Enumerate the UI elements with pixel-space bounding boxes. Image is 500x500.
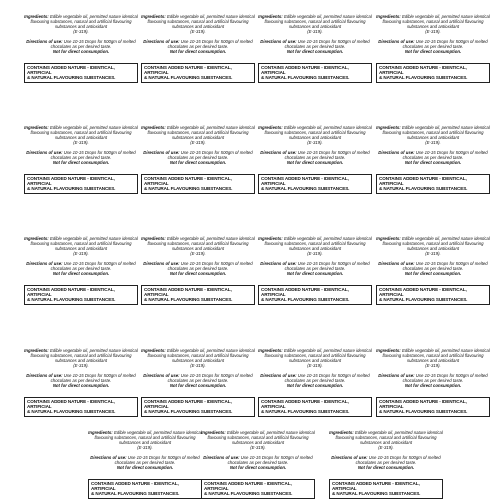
flavouring-warning-box [376,63,490,83]
ingredients-paragraph [374,125,492,140]
flavouring-warning-box [201,479,315,499]
warning-line-1: CONTAINS ADDED NATURE - IDENTICAL, ARTIFICIAL [144,176,232,187]
directions-heading: Directions of use: [378,261,415,266]
ingredients-heading: Ingredients: [258,348,283,353]
not-for-direct-consumption: Not for direct consumption. [52,49,110,54]
flavouring-warning-box [258,63,372,83]
ingredients-paragraph [22,236,140,251]
warning-line-2: & NATURAL FLAVOURING SUBSTANCES. [144,409,233,415]
flavouring-warning-box [141,285,255,305]
ingredients-paragraph [139,236,257,251]
ingredients-paragraph [139,348,257,363]
warning-line-2: & NATURAL FLAVOURING SUBSTANCES. [27,409,116,415]
ingredients-paragraph [374,14,492,29]
directions-text: Use 10-15 Drops for 500gm of melted chocolates as per desired taste. [50,39,136,49]
flavouring-warning-box [24,285,138,305]
ingredients-paragraph [256,236,374,251]
directions-heading: Directions of use: [260,261,297,266]
directions-paragraph [139,261,257,271]
flavouring-warning-box [376,285,490,305]
flavouring-warning-box [88,479,202,499]
directions-paragraph [374,261,492,271]
directions-paragraph [22,261,140,271]
directions-paragraph [374,373,492,383]
ingredients-heading: Ingredients: [258,125,283,130]
product-label [139,125,257,191]
warning-line-2: & NATURAL FLAVOURING SUBSTANCES. [379,186,468,192]
directions-heading: Directions of use: [331,455,368,460]
ingredients-heading: Ingredients: [24,14,49,19]
ingredients-text: Edible vegetable oil, permitted nature identical flavouring substances, natural and artificial flavouring substances and antioxidant [147,348,255,363]
warning-line-1: CONTAINS ADDED NATURE - IDENTICAL, ARTIFICIAL [379,65,467,76]
additive-code: (E-319). [73,251,89,256]
product-label [86,430,204,496]
additive-code: (E-319). [190,140,206,145]
directions-text: Use 10-15 Drops for 500gm of melted chocolates as per desired taste. [284,39,370,49]
directions-paragraph [256,261,374,271]
additive-code: (E-319). [250,445,266,450]
flavouring-warning-box [24,63,138,83]
warning-line-1: CONTAINS ADDED NATURE - IDENTICAL, ARTIFICIAL [27,399,115,410]
directions-paragraph [256,373,374,383]
product-label [199,430,317,496]
additive-code: (E-319). [425,140,441,145]
not-for-direct-consumption: Not for direct consumption. [116,465,174,470]
warning-line-2: & NATURAL FLAVOURING SUBSTANCES. [204,491,293,497]
ingredients-paragraph [139,125,257,140]
flavouring-warning-box [258,397,372,417]
ingredients-paragraph [139,14,257,29]
ingredients-heading: Ingredients: [258,236,283,241]
warning-line-1: CONTAINS ADDED NATURE - IDENTICAL, ARTIFICIAL [261,399,349,410]
ingredients-text: Edible vegetable oil, permitted nature identical flavouring substances, natural and artificial flavouring substances and antioxidant [94,430,202,445]
additive-code: (E-319). [425,363,441,368]
product-label [139,236,257,302]
not-for-direct-consumption: Not for direct consumption. [286,271,344,276]
ingredients-text: Edible vegetable oil, permitted nature identical flavouring substances, natural and artificial flavouring substances and antioxidant [147,236,255,251]
ingredients-text: Edible vegetable oil, permitted nature identical flavouring substances, natural and artificial flavouring substances and antioxidant [264,236,372,251]
product-label [256,125,374,191]
warning-line-2: & NATURAL FLAVOURING SUBSTANCES. [144,186,233,192]
not-for-direct-consumption: Not for direct consumption. [229,465,287,470]
ingredients-text: Edible vegetable oil, permitted nature identical flavouring substances, natural and artificial flavouring substances and antioxidant [382,14,490,29]
product-label [256,236,374,302]
directions-heading: Directions of use: [378,373,415,378]
not-for-direct-consumption: Not for direct consumption. [357,465,415,470]
not-for-direct-consumption: Not for direct consumption. [169,160,227,165]
flavouring-warning-box [329,479,443,499]
warning-line-2: & NATURAL FLAVOURING SUBSTANCES. [144,297,233,303]
directions-heading: Directions of use: [143,39,180,44]
directions-text: Use 10-15 Drops for 500gm of melted chocolates as per desired taste. [167,150,253,160]
ingredients-text: Edible vegetable oil, permitted nature identical flavouring substances, natural and artificial flavouring substances and antioxidant [264,125,372,140]
warning-line-1: CONTAINS ADDED NATURE - IDENTICAL, ARTIFICIAL [27,287,115,298]
ingredients-heading: Ingredients: [24,125,49,130]
ingredients-paragraph [22,348,140,363]
ingredients-text: Edible vegetable oil, permitted nature identical flavouring substances, natural and artificial flavouring substances and antioxidant [335,430,443,445]
directions-paragraph [256,39,374,49]
flavouring-warning-box [258,285,372,305]
warning-line-2: & NATURAL FLAVOURING SUBSTANCES. [261,186,350,192]
directions-paragraph [139,39,257,49]
ingredients-heading: Ingredients: [141,236,166,241]
ingredients-heading: Ingredients: [376,125,401,130]
directions-text: Use 10-15 Drops for 500gm of melted chocolates as per desired taste. [402,150,488,160]
directions-heading: Directions of use: [260,39,297,44]
not-for-direct-consumption: Not for direct consumption. [52,271,110,276]
directions-text: Use 10-15 Drops for 500gm of melted chocolates as per desired taste. [284,150,370,160]
ingredients-text: Edible vegetable oil, permitted nature identical flavouring substances, natural and artificial flavouring substances and antioxidant [382,348,490,363]
flavouring-warning-box [258,174,372,194]
product-label [256,14,374,80]
not-for-direct-consumption: Not for direct consumption. [404,383,462,388]
additive-code: (E-319). [190,363,206,368]
directions-paragraph [139,150,257,160]
warning-line-2: & NATURAL FLAVOURING SUBSTANCES. [261,297,350,303]
warning-line-1: CONTAINS ADDED NATURE - IDENTICAL, ARTIFICIAL [332,481,420,492]
additive-code: (E-319). [73,140,89,145]
directions-heading: Directions of use: [26,261,63,266]
ingredients-heading: Ingredients: [88,430,113,435]
warning-line-2: & NATURAL FLAVOURING SUBSTANCES. [379,297,468,303]
product-label [327,430,445,496]
product-label [139,14,257,80]
product-label [22,125,140,191]
ingredients-paragraph [327,430,445,445]
additive-code: (E-319). [73,29,89,34]
product-label [22,348,140,414]
ingredients-paragraph [22,14,140,29]
not-for-direct-consumption: Not for direct consumption. [52,160,110,165]
directions-text: Use 10-15 Drops for 500gm of melted chocolates as per desired taste. [402,261,488,271]
directions-text: Use 10-15 Drops for 500gm of melted chocolates as per desired taste. [167,39,253,49]
directions-text: Use 10-15 Drops for 500gm of melted chocolates as per desired taste. [50,373,136,383]
product-label [22,236,140,302]
directions-text: Use 10-15 Drops for 500gm of melted chocolates as per desired taste. [50,150,136,160]
ingredients-text: Edible vegetable oil, permitted nature identical flavouring substances, natural and artificial flavouring substances and antioxidant [30,348,138,363]
warning-line-1: CONTAINS ADDED NATURE - IDENTICAL, ARTIFICIAL [204,481,292,492]
directions-paragraph [374,39,492,49]
product-label [139,348,257,414]
product-label [256,348,374,414]
directions-heading: Directions of use: [378,150,415,155]
ingredients-text: Edible vegetable oil, permitted nature identical flavouring substances, natural and artificial flavouring substances and antioxidant [147,14,255,29]
warning-line-1: CONTAINS ADDED NATURE - IDENTICAL, ARTIFICIAL [27,65,115,76]
product-label [374,125,492,191]
warning-line-1: CONTAINS ADDED NATURE - IDENTICAL, ARTIFICIAL [144,287,232,298]
directions-heading: Directions of use: [26,150,63,155]
directions-heading: Directions of use: [26,373,63,378]
flavouring-warning-box [141,174,255,194]
directions-heading: Directions of use: [143,261,180,266]
directions-text: Use 10-15 Drops for 500gm of melted chocolates as per desired taste. [402,39,488,49]
ingredients-heading: Ingredients: [376,348,401,353]
product-label [374,14,492,80]
ingredients-text: Edible vegetable oil, permitted nature identical flavouring substances, natural and artificial flavouring substances and antioxidant [30,14,138,29]
not-for-direct-consumption: Not for direct consumption. [52,383,110,388]
flavouring-warning-box [376,174,490,194]
directions-heading: Directions of use: [378,39,415,44]
directions-text: Use 10-15 Drops for 500gm of melted chocolates as per desired taste. [355,455,441,465]
directions-paragraph [86,455,204,465]
ingredients-paragraph [256,348,374,363]
directions-heading: Directions of use: [203,455,240,460]
directions-heading: Directions of use: [26,39,63,44]
flavouring-warning-box [24,397,138,417]
flavouring-warning-box [141,63,255,83]
ingredients-text: Edible vegetable oil, permitted nature identical flavouring substances, natural and artificial flavouring substances and antioxidant [30,125,138,140]
additive-code: (E-319). [190,29,206,34]
directions-text: Use 10-15 Drops for 500gm of melted chocolates as per desired taste. [50,261,136,271]
ingredients-paragraph [374,236,492,251]
ingredients-heading: Ingredients: [24,348,49,353]
ingredients-heading: Ingredients: [376,236,401,241]
ingredients-heading: Ingredients: [376,14,401,19]
not-for-direct-consumption: Not for direct consumption. [169,49,227,54]
additive-code: (E-319). [378,445,394,450]
ingredients-heading: Ingredients: [141,125,166,130]
ingredients-paragraph [199,430,317,445]
ingredients-text: Edible vegetable oil, permitted nature identical flavouring substances, natural and artificial flavouring substances and antioxidant [382,236,490,251]
product-label [374,348,492,414]
directions-heading: Directions of use: [260,373,297,378]
not-for-direct-consumption: Not for direct consumption. [404,271,462,276]
directions-text: Use 10-15 Drops for 500gm of melted chocolates as per desired taste. [114,455,200,465]
warning-line-2: & NATURAL FLAVOURING SUBSTANCES. [91,491,180,497]
additive-code: (E-319). [307,251,323,256]
directions-paragraph [327,455,445,465]
warning-line-2: & NATURAL FLAVOURING SUBSTANCES. [379,409,468,415]
ingredients-heading: Ingredients: [141,14,166,19]
directions-paragraph [22,150,140,160]
ingredients-paragraph [22,125,140,140]
ingredients-paragraph [86,430,204,445]
not-for-direct-consumption: Not for direct consumption. [404,49,462,54]
directions-paragraph [256,150,374,160]
not-for-direct-consumption: Not for direct consumption. [169,383,227,388]
directions-text: Use 10-15 Drops for 500gm of melted chocolates as per desired taste. [167,261,253,271]
warning-line-1: CONTAINS ADDED NATURE - IDENTICAL, ARTIFICIAL [261,65,349,76]
ingredients-heading: Ingredients: [329,430,354,435]
warning-line-2: & NATURAL FLAVOURING SUBSTANCES. [27,186,116,192]
ingredients-text: Edible vegetable oil, permitted nature identical flavouring substances, natural and artificial flavouring substances and antioxidant [382,125,490,140]
directions-text: Use 10-15 Drops for 500gm of melted chocolates as per desired taste. [227,455,313,465]
flavouring-warning-box [376,397,490,417]
ingredients-heading: Ingredients: [201,430,226,435]
warning-line-2: & NATURAL FLAVOURING SUBSTANCES. [144,75,233,81]
ingredients-text: Edible vegetable oil, permitted nature identical flavouring substances, natural and artificial flavouring substances and antioxidant [147,125,255,140]
directions-text: Use 10-15 Drops for 500gm of melted chocolates as per desired taste. [402,373,488,383]
warning-line-1: CONTAINS ADDED NATURE - IDENTICAL, ARTIFICIAL [91,481,179,492]
warning-line-1: CONTAINS ADDED NATURE - IDENTICAL, ARTIFICIAL [379,399,467,410]
additive-code: (E-319). [307,140,323,145]
directions-paragraph [139,373,257,383]
directions-paragraph [374,150,492,160]
directions-heading: Directions of use: [90,455,127,460]
ingredients-heading: Ingredients: [24,236,49,241]
directions-text: Use 10-15 Drops for 500gm of melted chocolates as per desired taste. [284,373,370,383]
warning-line-1: CONTAINS ADDED NATURE - IDENTICAL, ARTIFICIAL [27,176,115,187]
additive-code: (E-319). [307,29,323,34]
not-for-direct-consumption: Not for direct consumption. [286,49,344,54]
ingredients-text: Edible vegetable oil, permitted nature identical flavouring substances, natural and artificial flavouring substances and antioxidant [264,14,372,29]
warning-line-1: CONTAINS ADDED NATURE - IDENTICAL, ARTIFICIAL [379,287,467,298]
ingredients-heading: Ingredients: [141,348,166,353]
warning-line-2: & NATURAL FLAVOURING SUBSTANCES. [27,75,116,81]
warning-line-1: CONTAINS ADDED NATURE - IDENTICAL, ARTIFICIAL [144,399,232,410]
warning-line-1: CONTAINS ADDED NATURE - IDENTICAL, ARTIFICIAL [144,65,232,76]
directions-heading: Directions of use: [143,373,180,378]
warning-line-2: & NATURAL FLAVOURING SUBSTANCES. [261,409,350,415]
directions-heading: Directions of use: [260,150,297,155]
directions-heading: Directions of use: [143,150,180,155]
additive-code: (E-319). [137,445,153,450]
additive-code: (E-319). [425,251,441,256]
warning-line-2: & NATURAL FLAVOURING SUBSTANCES. [27,297,116,303]
product-label [374,236,492,302]
warning-line-1: CONTAINS ADDED NATURE - IDENTICAL, ARTIFICIAL [379,176,467,187]
ingredients-paragraph [256,14,374,29]
directions-text: Use 10-15 Drops for 500gm of melted chocolates as per desired taste. [167,373,253,383]
warning-line-2: & NATURAL FLAVOURING SUBSTANCES. [261,75,350,81]
warning-line-1: CONTAINS ADDED NATURE - IDENTICAL, ARTIFICIAL [261,287,349,298]
directions-text: Use 10-15 Drops for 500gm of melted chocolates as per desired taste. [284,261,370,271]
ingredients-heading: Ingredients: [258,14,283,19]
product-label [22,14,140,80]
additive-code: (E-319). [307,363,323,368]
directions-paragraph [22,373,140,383]
not-for-direct-consumption: Not for direct consumption. [404,160,462,165]
warning-line-1: CONTAINS ADDED NATURE - IDENTICAL, ARTIFICIAL [261,176,349,187]
flavouring-warning-box [24,174,138,194]
ingredients-text: Edible vegetable oil, permitted nature identical flavouring substances, natural and artificial flavouring substances and antioxidant [207,430,315,445]
warning-line-2: & NATURAL FLAVOURING SUBSTANCES. [332,491,421,497]
ingredients-paragraph [256,125,374,140]
additive-code: (E-319). [425,29,441,34]
directions-paragraph [22,39,140,49]
not-for-direct-consumption: Not for direct consumption. [169,271,227,276]
ingredients-text: Edible vegetable oil, permitted nature identical flavouring substances, natural and artificial flavouring substances and antioxidant [264,348,372,363]
warning-line-2: & NATURAL FLAVOURING SUBSTANCES. [379,75,468,81]
flavouring-warning-box [141,397,255,417]
additive-code: (E-319). [73,363,89,368]
not-for-direct-consumption: Not for direct consumption. [286,383,344,388]
additive-code: (E-319). [190,251,206,256]
directions-paragraph [199,455,317,465]
ingredients-paragraph [374,348,492,363]
ingredients-text: Edible vegetable oil, permitted nature identical flavouring substances, natural and artificial flavouring substances and antioxidant [30,236,138,251]
not-for-direct-consumption: Not for direct consumption. [286,160,344,165]
